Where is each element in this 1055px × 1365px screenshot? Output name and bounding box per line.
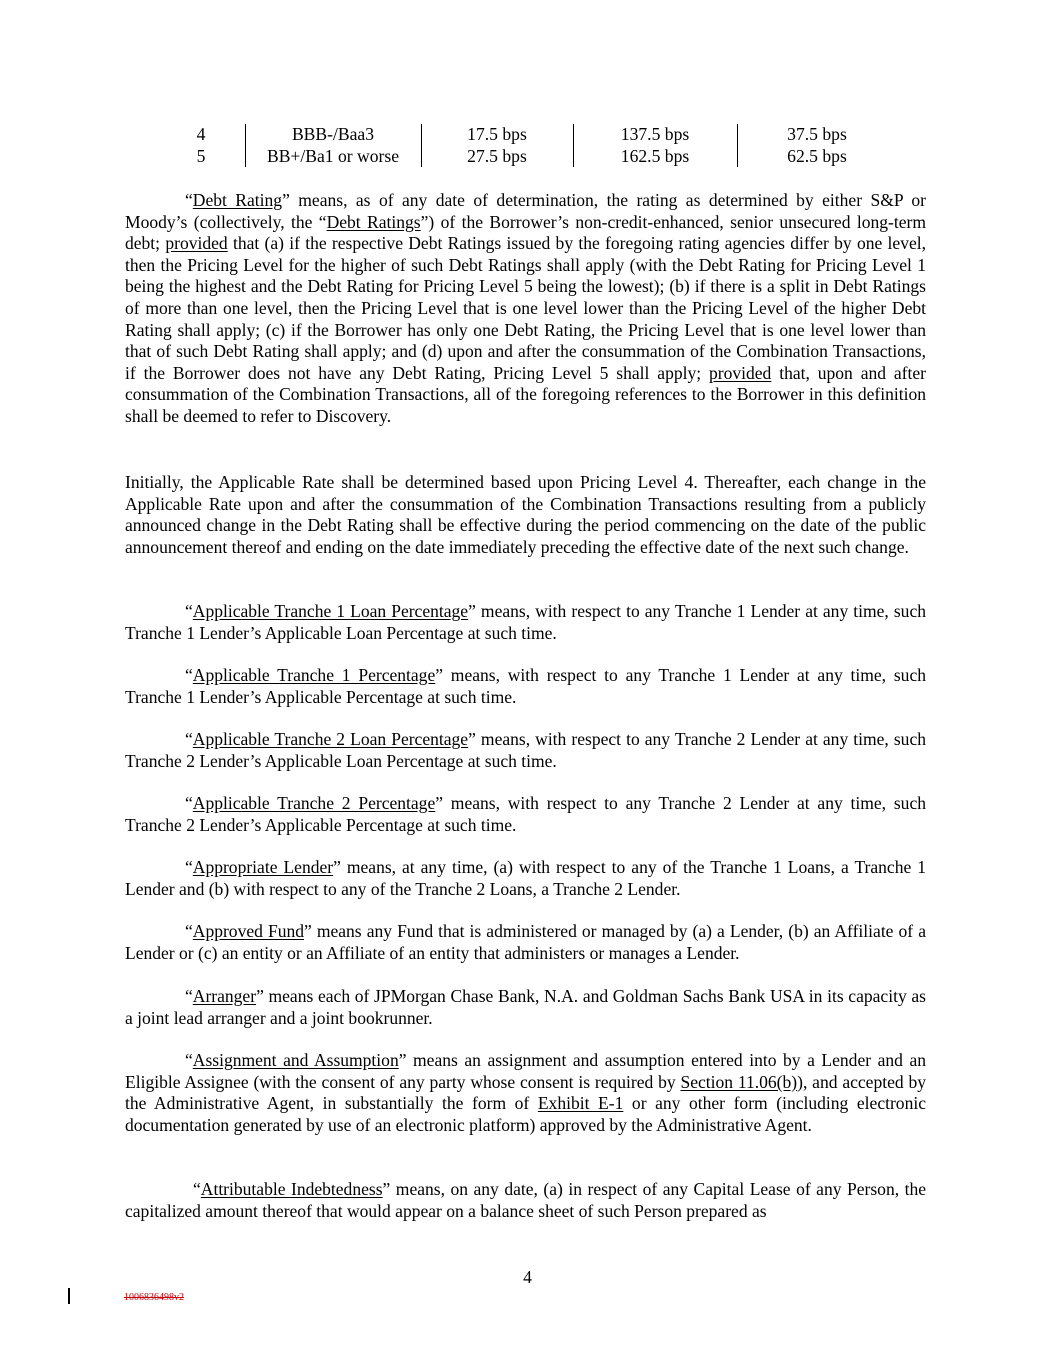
rate-cell: 162.5 bps xyxy=(620,145,690,166)
page-number: 4 xyxy=(523,1267,532,1287)
definition-applicable-tranche-1-loan-percentage xyxy=(125,601,926,644)
definition-applicable-tranche-1-percentage xyxy=(125,665,926,708)
defined-term: Approved Fund xyxy=(192,921,304,941)
defined-term: Appropriate Lender xyxy=(192,857,334,877)
rate-cell: 17.5 bps xyxy=(467,124,527,144)
definition-text: ” means, with respect to any Tranche 2 Lender at any time, such Tranche 2 Lender’s Applicable Percentage at such time. xyxy=(125,793,926,835)
quote-mark: “ xyxy=(193,1179,201,1199)
definition-text: that (a) if the respective Debt Ratings issued by the foregoing rating agencies differ by one level, then the Pricing Level for the higher of such Debt Ratings shall apply (with the Debt Rating for Pricing Level 1 being the highest and the Debt Rating for Pricing Level 5 being the lowest); (b) if there is a split in Debt Ratings of more than one level, then the Pricing Level that is one level lower than the Pricing Level of the higher Debt Rating shall apply; (c) if the Borrower has only one Debt Rating, the Pricing Level that is one level lower than that of such Debt Rating shall apply; and (d) upon and after the consummation of the Combination Transactions, if the Borrower does not have any Debt Rating, Pricing Level 5 shall apply; xyxy=(125,233,927,383)
revision-change-bar xyxy=(68,1288,70,1304)
definition-text: or any other form (including electronic documentation generated by use of an electronic platform) approved by the Administrative Agent. xyxy=(125,1093,926,1135)
definition-text: ” means an assignment and assumption entered into by a Lender and an Eligible Assignee (with the consent of any party whose consent is required by xyxy=(125,1050,926,1092)
quote-mark: “ xyxy=(185,665,193,685)
provided-keyword: provided xyxy=(165,233,228,254)
definition-text: ” means, with respect to any Tranche 2 Lender at any time, such Tranche 2 Lender’s Applicable Loan Percentage at such time. xyxy=(125,729,926,771)
definition-text: ” means each of JPMorgan Chase Bank, N.A. and Goldman Sachs Bank USA in its capacity as a joint lead arranger and a joint bookrunner. xyxy=(125,986,926,1028)
definition-text: ” means, with respect to any Tranche 1 Lender at any time, such Tranche 1 Lender’s Applicable Loan Percentage at such time. xyxy=(125,601,926,643)
rate-cell: 62.5 bps xyxy=(787,145,847,166)
definition-text: ), and accepted by the Administrative Agent, in substantially the form of xyxy=(125,1071,926,1114)
rate-cell: 27.5 bps xyxy=(467,145,527,166)
defined-term: Assignment and Assumption xyxy=(192,1050,399,1070)
definition-arranger xyxy=(125,986,926,1029)
definition-assignment-and-assumption xyxy=(125,1050,926,1136)
definition-text: ” means, as of any date of determination, the rating as determined by either S&P or Moody’s (collectively, the “ xyxy=(125,190,927,232)
definition-approved-fund xyxy=(125,921,926,964)
defined-term: Applicable Tranche 2 Loan Percentage xyxy=(192,729,469,749)
defined-term: Applicable Tranche 1 Percentage xyxy=(192,665,436,685)
pricing-level-table xyxy=(125,124,927,167)
provided-keyword: provided xyxy=(709,362,772,383)
rate-cell: 37.5 bps xyxy=(787,124,847,144)
quote-mark: “ xyxy=(185,793,193,813)
debt-rating-cell: BB+/Ba1 or worse xyxy=(266,145,400,166)
quote-mark: “ xyxy=(185,601,193,621)
definition-applicable-tranche-2-loan-percentage xyxy=(125,729,926,772)
definition-text: ” means any Fund that is administered or managed by (a) a Lender, (b) an Affiliate of a Lender or (c) an entity or an Affiliate of an entity that administers or manages a Lender. xyxy=(125,921,926,963)
quote-mark: “ xyxy=(185,986,193,1006)
defined-term: Applicable Tranche 2 Percentage xyxy=(192,793,436,813)
quote-mark: “ xyxy=(185,1050,193,1070)
defined-term: Attributable Indebtedness xyxy=(200,1179,383,1199)
exhibit-reference: Exhibit E-1 xyxy=(537,1093,624,1114)
quote-mark: “ xyxy=(185,921,193,941)
quote-mark: “ xyxy=(185,190,193,210)
definition-text: ”) of the Borrower’s non-credit-enhanced, senior unsecured long-term debt; xyxy=(125,211,927,254)
definition-text: ” means, on any date, (a) in respect of any Capital Lease of any Person, the capitalized amount thereof that would appear on a balance sheet of such Person prepared as xyxy=(125,1179,927,1221)
rate-cell: 137.5 bps xyxy=(620,124,690,144)
definition-appropriate-lender xyxy=(125,857,926,900)
pricing-level-cell: 5 xyxy=(196,145,206,166)
defined-term: Applicable Tranche 1 Loan Percentage xyxy=(192,601,469,621)
table-row xyxy=(125,146,927,168)
debt-rating-cell: BBB-/Baa3 xyxy=(291,124,375,144)
defined-term: Debt Rating xyxy=(192,190,283,210)
document-id: 1006836498v2 xyxy=(124,1292,184,1303)
quote-mark: “ xyxy=(185,857,193,877)
definition-text: ” means, with respect to any Tranche 1 Lender at any time, such Tranche 1 Lender’s Applicable Percentage at such time. xyxy=(125,665,926,707)
defined-term: Debt Ratings xyxy=(326,211,421,232)
definition-applicable-tranche-2-percentage xyxy=(125,793,926,836)
definition-debt-rating xyxy=(125,190,926,428)
initially-paragraph: Initially, the Applicable Rate shall be determined based upon Pricing Level 4. Thereafter, each change in the Applicable Rate upon and after the consummation of the Combination Transactions resulting from a publicly announced change in the Debt Rating shall be effective during the period commencing on the date of the public announcement thereof and ending on the date immediately preceding the effective date of the next such change. xyxy=(125,472,926,557)
table-row xyxy=(125,124,927,146)
defined-term: Arranger xyxy=(192,986,257,1006)
section-reference: Section 11.06(b) xyxy=(680,1071,798,1092)
definition-text: ” means, at any time, (a) with respect to any of the Tranche 1 Loans, a Tranche 1 Lender and (b) with respect to any of the Tranche 2 Loans, a Tranche 2 Lender. xyxy=(125,857,926,899)
quote-mark: “ xyxy=(185,729,193,749)
definition-attributable-indebtedness xyxy=(125,1179,926,1222)
definition-text: that, upon and after consummation of the Combination Transactions, all of the foregoing references to the Borrower in this definition shall be deemed to refer to Discovery. xyxy=(125,362,926,426)
pricing-level-cell: 4 xyxy=(196,124,206,144)
